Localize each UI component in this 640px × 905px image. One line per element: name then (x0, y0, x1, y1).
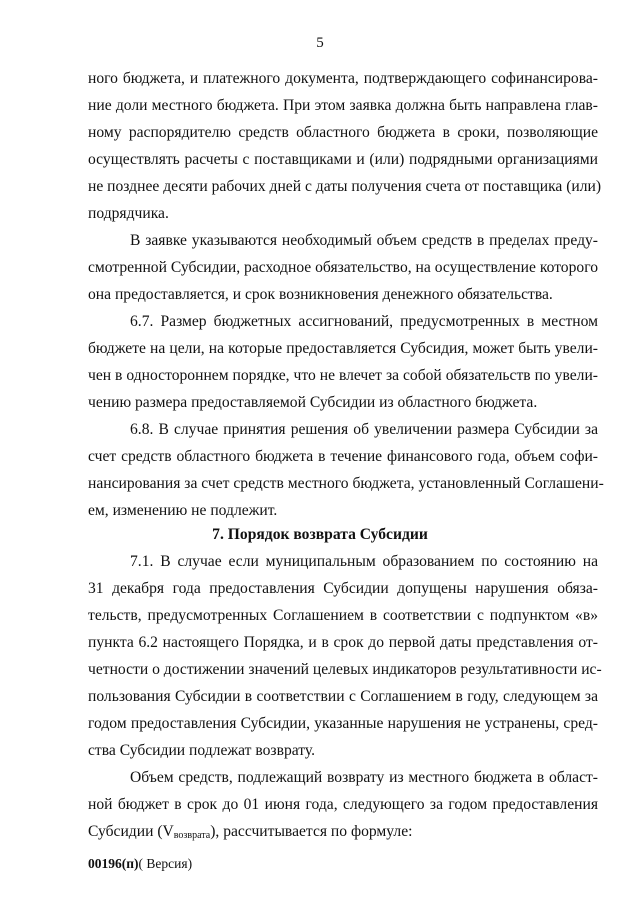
text-fragment: ), рассчитывается по формуле: (210, 823, 413, 840)
text-line: тельств, предусмотренных Соглашением в соответствии с подпунктом «в» (88, 607, 598, 624)
text-line: чению размера предоставляемой Субсидии из областного бюджета. (88, 394, 538, 411)
text-fragment: Субсидии (V (88, 823, 174, 840)
text-line: смотренной Субсидии, расходное обязательство, на осуществление которого (88, 259, 599, 276)
text-line: Объем средств, подлежащий возврату из местного бюджета в област- (130, 769, 598, 786)
text-line: ному распорядителю средств областного бюджета в сроки, позволяющие (88, 124, 598, 141)
text-line: В заявке указываются необходимый объем средств в пределах преду- (130, 232, 598, 249)
text-line: счет средств областного бюджета в течение финансового года, объем софи- (88, 448, 598, 465)
text-line: 7.1. В случае если муниципальным образованием по состоянию на (130, 553, 598, 570)
text-line: бюджете на цели, на которые предоставляется Субсидия, может быть увели- (88, 340, 598, 357)
text-line: нансирования за счет средств местного бюджета, установленный Соглашени- (88, 475, 604, 492)
text-line: ного бюджета, и платежного документа, подтверждающего софинансирова- (88, 70, 598, 87)
document-code: 00196(п) (88, 856, 139, 871)
text-line: подрядчика. (88, 205, 169, 222)
text-line: 31 декабря года предоставления Субсидии допущены нарушения обяза- (88, 580, 598, 597)
text-line: годом предоставления Субсидии, указанные нарушения не устранены, сред- (88, 715, 598, 732)
text-line: осуществлять расчеты с поставщиками и (или) подрядными организациями (88, 151, 598, 168)
section-heading: 7. Порядок возврата Субсидии (212, 526, 428, 543)
text-line: четности о достижении значений целевых индикаторов результативности ис- (88, 661, 602, 678)
text-line: не позднее десяти рабочих дней с даты получения счета от поставщика (или) (88, 178, 602, 195)
text-line: пункта 6.2 настоящего Порядка, и в срок до первой даты представления от- (88, 634, 598, 651)
text-line: ние доли местного бюджета. При этом заявка должна быть направлена глав- (88, 97, 598, 114)
text-line: чен в одностороннем порядке, что не влечет за собой обязательств по увели- (88, 367, 598, 384)
text-line: пользования Субсидии в соответствии с Соглашением в году, следующем за (88, 688, 598, 705)
subscript-label: возврата (173, 830, 211, 841)
text-line: она предоставляется, и срок возникновения денежного обязательства. (88, 286, 553, 303)
document-footer (88, 856, 192, 872)
text-line: ства Субсидии подлежат возврату. (88, 742, 316, 759)
text-line: 6.8. В случае принятия решения об увеличении размера Субсидии за (130, 421, 598, 438)
text-line: ем, изменению не подлежит. (88, 502, 278, 519)
text-line: ной бюджет в срок до 01 июня года, следующего за годом предоставления (88, 796, 598, 813)
version-label: ( Версия) (138, 856, 193, 871)
text-line: 6.7. Размер бюджетных ассигнований, предусмотренных в местном (130, 313, 598, 330)
formula-intro-line (88, 822, 598, 845)
page-number: 5 (316, 35, 324, 51)
